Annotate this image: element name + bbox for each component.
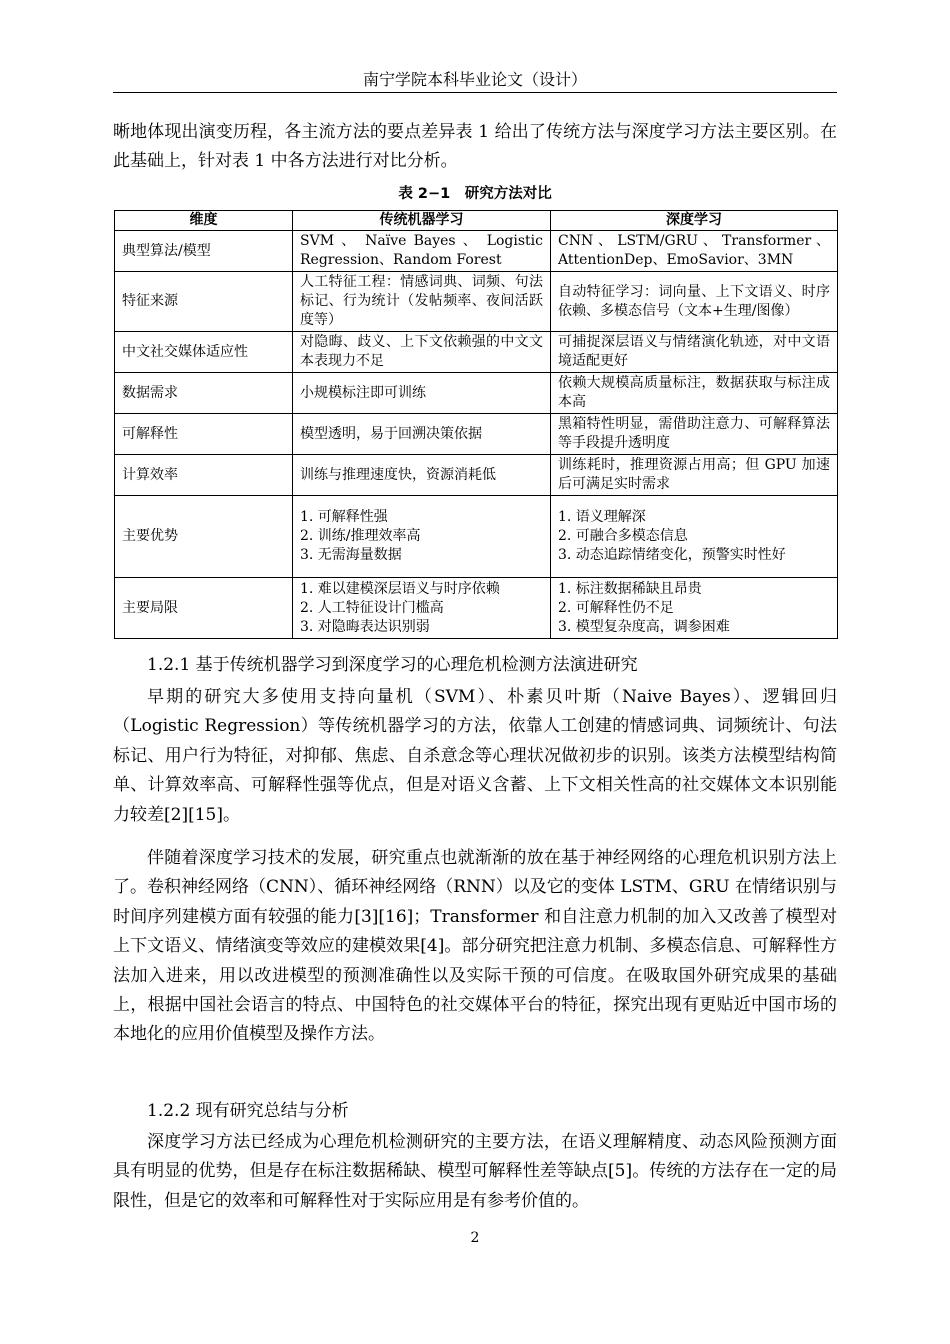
traditional-cell: 对隐晦、歧义、上下文依赖强的中文文本表现力不足 bbox=[293, 332, 551, 373]
traditional-cell: 模型透明，易于回溯决策依据 bbox=[293, 414, 551, 455]
cell-list-item: 2. 训练/推理效率高 bbox=[300, 528, 421, 544]
deep-cell bbox=[551, 578, 838, 639]
traditional-cell bbox=[293, 578, 551, 639]
body-paragraph: 深度学习方法已经成为心理危机检测研究的主要方法，在语义理解精度、动态风险预测方面具有明显的优势，但是存在标注数据稀缺、模型可解释性差等缺点[5]。传统的方法存在一定的局限性，但是它的效率和可解释性对于实际应用是有参考价值的。 bbox=[113, 1132, 837, 1211]
header-rule bbox=[113, 92, 837, 93]
traditional-cell: 训练与推理速度快，资源消耗低 bbox=[293, 455, 551, 496]
dimension-cell: 计算效率 bbox=[115, 455, 293, 496]
traditional-cell bbox=[293, 496, 551, 578]
table-row bbox=[115, 414, 838, 455]
dimension-cell: 典型算法/模型 bbox=[115, 231, 293, 272]
deep-cell: 可捕捉深层语义与情绪演化轨迹，对中文语境适配更好 bbox=[551, 332, 838, 373]
table-caption: 表 2−1 研究方法对比 bbox=[398, 186, 552, 202]
table-row bbox=[115, 578, 838, 639]
dimension-cell: 主要局限 bbox=[115, 578, 293, 639]
table-row bbox=[115, 455, 838, 496]
cell-list-item: 2. 人工特征设计门槛高 bbox=[300, 599, 444, 616]
cell-list bbox=[300, 580, 543, 637]
deep-cell: 自动特征学习：词向量、上下文语义、时序依赖、多模态信号（文本+生理/图像） bbox=[551, 272, 838, 332]
dimension-cell: 中文社交媒体适应性 bbox=[115, 332, 293, 373]
cell-list-item: 3. 模型复杂度高，调参困难 bbox=[558, 618, 730, 635]
body-paragraph: 早期的研究大多使用支持向量机（SVM）、朴素贝叶斯（Naive Bayes）、逻辑回归（Logistic Regression）等传统机器学习的方法，依靠人工创建的情感词典、词频统计、句法标记、用户行为特征，对抑郁、焦虑、自杀意念等心理状况做初步的识别。该类方法模型结构简单、计算效率高、可解释性强等优点，但是对语义含蓄、上下文相关性高的社交媒体文本识别能力较差[2][15]。 bbox=[113, 687, 837, 825]
table-header-row bbox=[115, 211, 838, 231]
table-row bbox=[115, 373, 838, 414]
dimension-cell: 可解释性 bbox=[115, 414, 293, 455]
dimension-cell: 数据需求 bbox=[115, 373, 293, 414]
cell-list-item: 3. 动态追踪情绪变化，预警实时性好 bbox=[558, 547, 786, 563]
deep-cell: 训练耗时，推理资源占用高；但 GPU 加速后可满足实时需求 bbox=[551, 455, 838, 496]
table-row bbox=[115, 272, 838, 332]
section-heading-1-2-2: 1.2.2 现有研究总结与分析 bbox=[147, 1101, 349, 1121]
column-header-traditional: 传统机器学习 bbox=[293, 211, 551, 231]
cell-list-item: 2. 可解释性仍不足 bbox=[558, 599, 674, 616]
traditional-cell: 小规模标注即可训练 bbox=[293, 373, 551, 414]
deep-cell bbox=[551, 496, 838, 578]
body-paragraph: 伴随着深度学习技术的发展，研究重点也就渐渐的放在基于神经网络的心理危机识别方法上了。卷积神经网络（CNN）、循环神经网络（RNN）以及它的变体 LSTM、GRU 在情绪识别与时间序列建模方面有较强的能力[3][16]；Transformer 和自注意力机制的加入又改善了模型对上下文语义、情绪演变等效应的建模效果[4]。部分研究把注意力机制、多模态信息、可解释性方法加入进来，用以改进模型的预测准确性以及实际干预的可信度。在吸取国外研究成果的基础上，根据中国社会语言的特点、中国特色的社交媒体平台的特征，探究出现有更贴近中国市场的本地化的应用价值模型及操作方法。 bbox=[113, 848, 838, 1045]
column-header-deep: 深度学习 bbox=[551, 211, 838, 231]
cell-list-item: 1. 难以建模深层语义与时序依赖 bbox=[300, 580, 500, 597]
cell-list bbox=[300, 508, 543, 565]
cell-list bbox=[558, 580, 830, 637]
cell-list-item: 1. 语义理解深 bbox=[558, 509, 646, 525]
dimension-cell: 特征来源 bbox=[115, 272, 293, 332]
deep-cell: 依赖大规模高质量标注，数据获取与标注成本高 bbox=[551, 373, 838, 414]
dimension-cell: 主要优势 bbox=[115, 496, 293, 578]
column-header-dimension: 维度 bbox=[115, 211, 293, 231]
page-number: 2 bbox=[470, 1230, 480, 1246]
traditional-cell: 人工特征工程：情感词典、词频、句法标记、行为统计（发帖频率、夜间活跃度等） bbox=[293, 272, 551, 332]
traditional-cell: SVM 、 Naïve Bayes 、 Logistic Regression、Random Forest bbox=[293, 231, 551, 272]
section-heading-1-2-1: 1.2.1 基于传统机器学习到深度学习的心理危机检测方法演进研究 bbox=[147, 655, 638, 675]
table-row bbox=[115, 496, 838, 578]
cell-list-item: 1. 可解释性强 bbox=[300, 509, 388, 525]
deep-cell: CNN 、 LSTM/GRU 、 Transformer 、AttentionDep、EmoSavior、3MN bbox=[551, 231, 838, 272]
cell-list-item: 2. 可融合多模态信息 bbox=[558, 528, 688, 544]
cell-list-item: 3. 无需海量数据 bbox=[300, 547, 402, 563]
intro-paragraph: 晰地体现出演变历程，各主流方法的要点差异表 1 给出了传统方法与深度学习方法主要区别。在此基础上，针对表 1 中各方法进行对比分析。 bbox=[113, 122, 837, 172]
table-body bbox=[115, 231, 838, 639]
running-header: 南宁学院本科毕业论文（设计） bbox=[362, 70, 587, 89]
table-row bbox=[115, 332, 838, 373]
table-row bbox=[115, 231, 838, 272]
deep-cell: 黑箱特性明显，需借助注意力、可解释算法等手段提升透明度 bbox=[551, 414, 838, 455]
cell-list-item: 1. 标注数据稀缺且昂贵 bbox=[558, 580, 702, 597]
comparison-table bbox=[114, 210, 838, 639]
cell-list bbox=[558, 508, 830, 565]
cell-list-item: 3. 对隐晦表达识别弱 bbox=[300, 618, 430, 635]
